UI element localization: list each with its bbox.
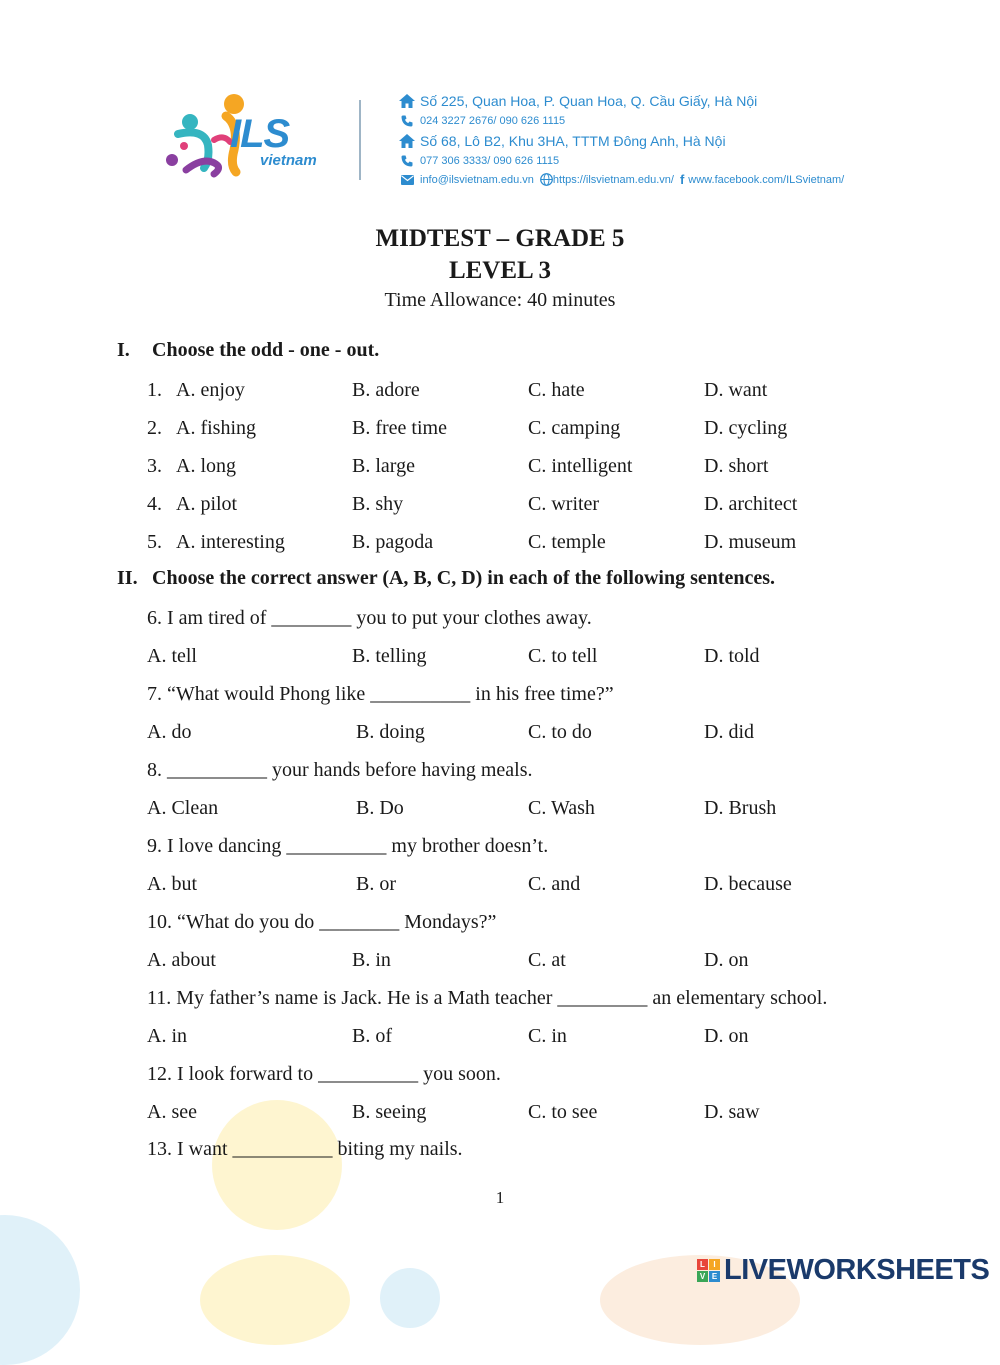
option-d[interactable]: D. on [704,949,749,971]
option-b[interactable]: B. pagoda [352,531,434,553]
contact-address-2: Số 68, Lô B2, Khu 3HA, TTTM Đông Anh, Hà Nội [398,130,844,151]
section-2-heading: II. Choose the correct answer (A, B, C, D) in each of the following sentences. [117,567,776,589]
email-link[interactable]: info@ilsvietnam.edu.vn [420,173,534,186]
option-b[interactable]: B. or [356,873,396,895]
option-c[interactable]: C. to see [528,1101,598,1123]
contact-phone-1: 024 3227 2676/ 090 626 1115 [398,111,844,130]
home-icon [398,94,416,108]
facebook-icon: f [679,172,685,187]
option-a[interactable]: A. see [147,1101,197,1123]
answer-row [147,1099,927,1125]
logo-subtitle: vietnam [260,152,317,169]
answer-row [147,947,927,973]
question-row: 3. A. long B. large C. intelligent D. short [147,455,769,477]
live-badge-icon: L I V E [697,1259,720,1282]
answer-row [147,795,927,821]
option-c[interactable]: C. intelligent [528,455,633,477]
answer-row [147,871,927,897]
option-d[interactable]: D. told [704,645,760,667]
option-b[interactable]: B. of [352,1025,392,1047]
question-stem: 10. “What do you do ________ Mondays?” [147,911,497,933]
option-d[interactable]: D. architect [704,493,798,515]
option-d[interactable]: D. museum [704,531,797,553]
question-row: 2. A. fishing B. free time C. camping D. cycling [147,417,788,439]
question-stem: 7. “What would Phong like __________ in his free time?” [147,683,614,705]
watermark-circle [0,1215,80,1365]
option-b[interactable]: B. seeing [352,1101,427,1123]
option-b[interactable]: B. shy [352,493,404,515]
option-d[interactable]: D. on [704,1025,749,1047]
question-stem: 12. I look forward to __________ you soon. [147,1063,501,1085]
option-a[interactable]: A. interesting [176,531,285,553]
question-stem: 13. I want __________ biting my nails. [147,1138,463,1160]
option-d[interactable]: D. short [704,455,769,477]
section-1-heading: I. Choose the odd - one - out. [117,339,380,361]
contact-block [398,90,844,189]
mail-icon [398,175,416,185]
option-c[interactable]: C. hate [528,379,585,401]
option-a[interactable]: A. about [147,949,216,971]
level-title: LEVEL 3 [448,257,552,284]
question-stem: 11. My father’s name is Jack. He is a Math teacher _________ an elementary school. [147,987,828,1009]
question-row: 1. A. enjoy B. adore C. hate D. want [147,379,768,401]
option-c[interactable]: C. Wash [528,797,595,819]
page-number: 1 [495,1188,505,1207]
option-a[interactable]: A. fishing [176,417,256,439]
facebook-link[interactable]: f www.facebook.com/ILSvietnam/ [679,172,845,187]
liveworksheets-logo [697,1254,989,1287]
option-c[interactable]: C. writer [528,493,600,515]
option-a[interactable]: A. Clean [147,797,219,819]
question-stem: 8. __________ your hands before having meals. [147,759,533,781]
answer-row [147,1023,927,1049]
option-c[interactable]: C. temple [528,531,606,553]
option-b[interactable]: B. large [352,455,415,477]
option-b[interactable]: B. telling [352,645,427,667]
option-a[interactable]: A. do [147,721,192,743]
option-b[interactable]: B. Do [356,797,404,819]
phone-icon [398,155,416,167]
option-d[interactable]: D. because [704,873,792,895]
contact-links [398,170,844,189]
time-allowance: Time Allowance: 40 minutes [384,289,616,311]
watermark-circle [380,1268,440,1328]
ils-logo [164,90,339,185]
question-row: 5. A. interesting B. pagoda C. temple D. museum [147,531,797,553]
option-d[interactable]: D. saw [704,1101,760,1123]
logo-wordmark: ILS [230,112,290,156]
liveworksheets-wordmark: LIVEWORKSHEETS [724,1254,990,1286]
option-c[interactable]: C. in [528,1025,567,1047]
globe-icon [540,173,553,186]
option-a[interactable]: A. pilot [176,493,238,515]
option-c[interactable]: C. to do [528,721,592,743]
answer-row [147,643,927,669]
option-d[interactable]: D. cycling [704,417,788,439]
question-stem: 9. I love dancing __________ my brother doesn’t. [147,835,549,857]
option-c[interactable]: C. camping [528,417,621,439]
option-b[interactable]: B. doing [356,721,425,743]
contact-phone-2: 077 306 3333/ 090 626 1115 [398,151,844,170]
option-d[interactable]: D. want [704,379,768,401]
answer-row [147,719,927,745]
header-divider [359,100,361,180]
option-a[interactable]: A. tell [147,645,197,667]
option-d[interactable]: D. did [704,721,754,743]
watermark-circle [200,1255,350,1345]
website-link[interactable]: https://ilsvietnam.edu.vn/ [540,173,674,186]
option-b[interactable]: B. in [352,949,391,971]
option-d[interactable]: D. Brush [704,797,777,819]
option-a[interactable]: A. enjoy [176,379,245,401]
question-stem: 6. I am tired of ________ you to put your clothes away. [147,607,592,629]
option-b[interactable]: B. free time [352,417,447,439]
option-c[interactable]: C. and [528,873,581,895]
option-a[interactable]: A. in [147,1025,187,1047]
question-row: 4. A. pilot B. shy C. writer D. architect [147,493,798,515]
contact-address-1: Số 225, Quan Hoa, P. Quan Hoa, Q. Cầu Giấy, Hà Nội [398,90,844,111]
option-b[interactable]: B. adore [352,379,420,401]
option-c[interactable]: C. at [528,949,566,971]
option-c[interactable]: C. to tell [528,645,598,667]
option-a[interactable]: A. long [176,455,236,477]
phone-icon [398,115,416,127]
page-title: MIDTEST – GRADE 5 [375,225,625,252]
option-a[interactable]: A. but [147,873,197,895]
home-icon [398,134,416,148]
